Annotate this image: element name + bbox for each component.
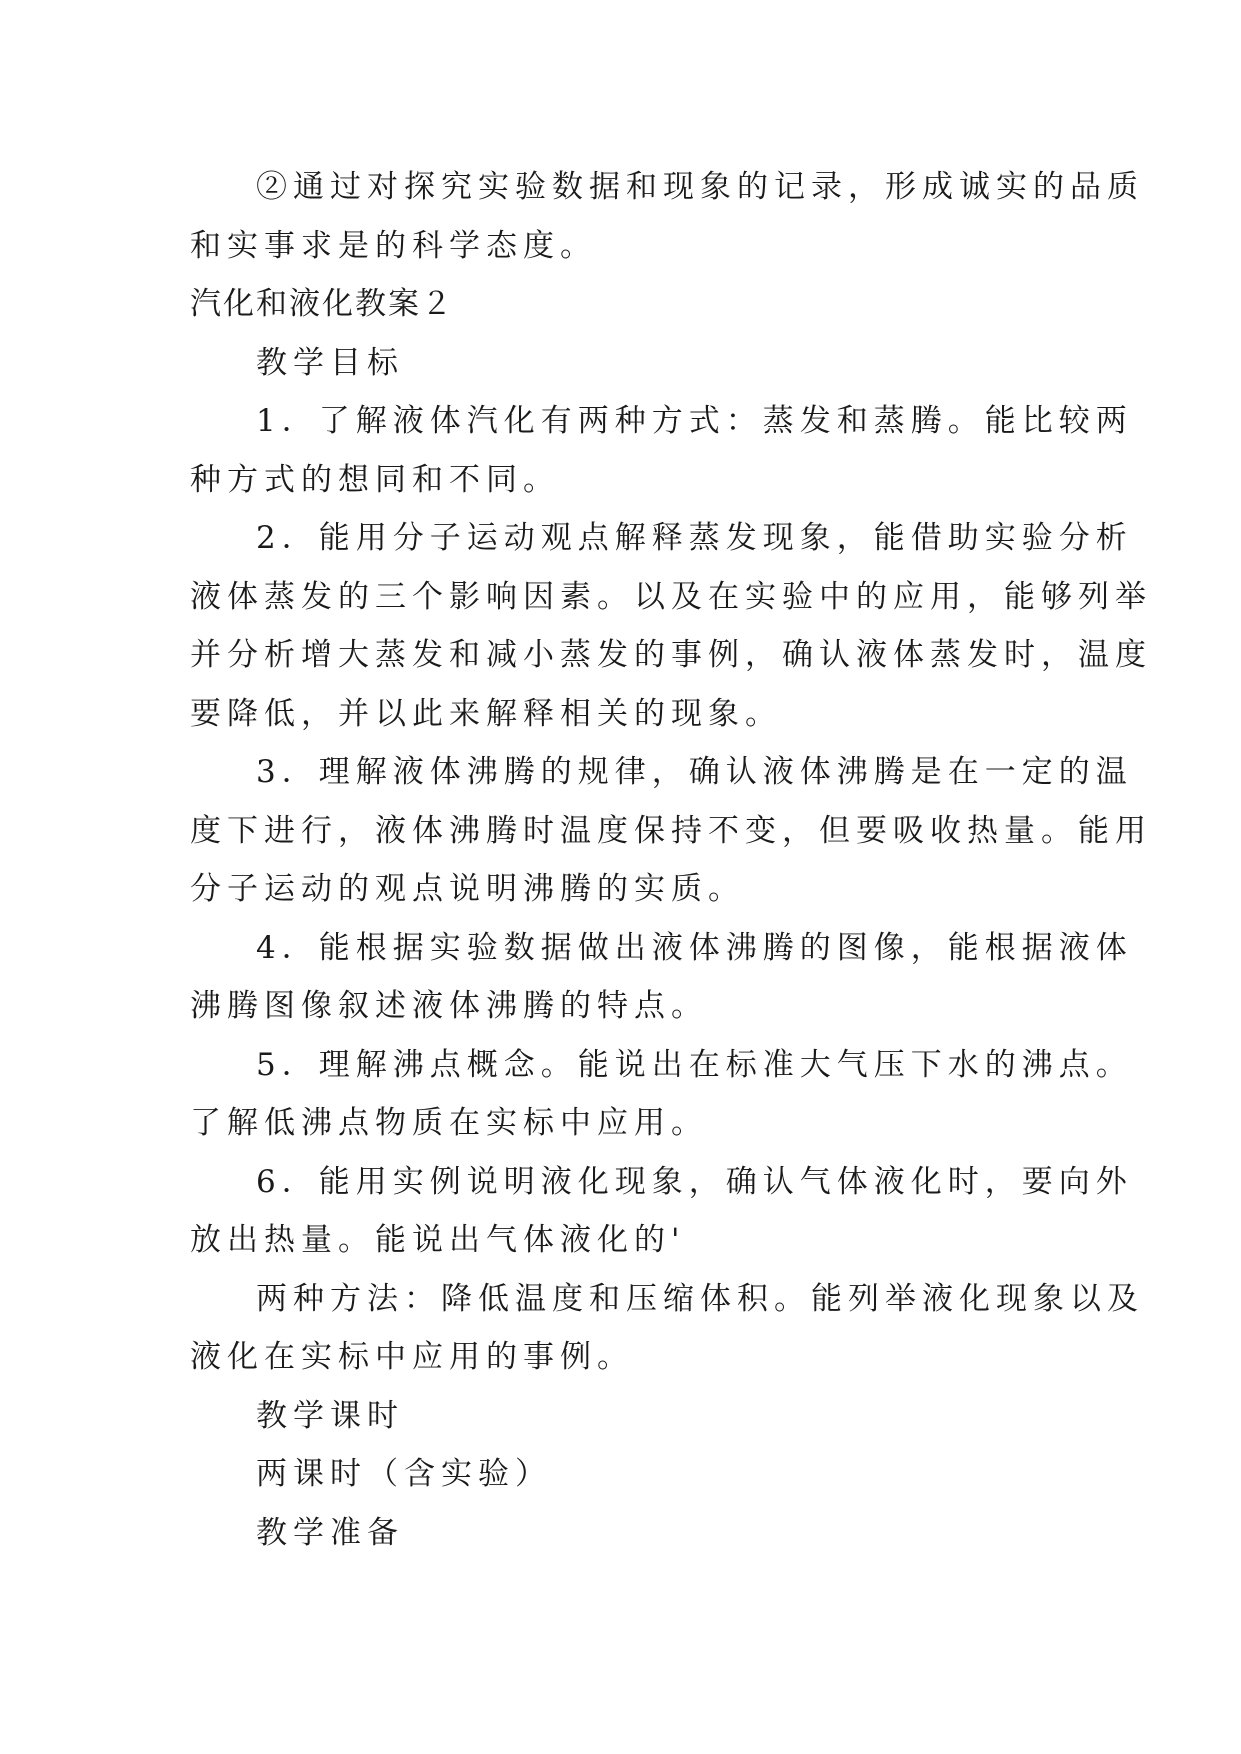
paragraph-line: 度下进行，液体沸腾时温度保持不变，但要吸收热量。能用 (190, 812, 1152, 849)
goal-item-4: 4．能根据实验数据做出液体沸腾的图像，能根据液体 (256, 929, 1133, 966)
section-title: 汽化和液化教案２ (190, 286, 454, 322)
paragraph-line: 两种方法：降低温度和压缩体积。能列举液化现象以及 (256, 1280, 1144, 1317)
paragraph-line: 并分析增大蒸发和减小蒸发的事例，确认液体蒸发时，温度 (190, 637, 1152, 673)
teaching-hours-value: 两课时（含实验） (256, 1456, 552, 1492)
paragraph-line: 种方式的想同和不同。 (190, 461, 560, 498)
paragraph-line: 分子运动的观点说明沸腾的实质。 (190, 871, 745, 907)
goal-item-3: 3．理解液体沸腾的规律，确认液体沸腾是在一定的温 (256, 754, 1133, 790)
heading-teaching-goals: 教学目标 (256, 344, 404, 381)
goal-item-2: 2．能用分子运动观点解释蒸发现象，能借助实验分析 (256, 520, 1133, 556)
paragraph-line: 要降低，并以此来解释相关的现象。 (190, 695, 782, 732)
goal-item-1: 1．了解液体汽化有两种方式：蒸发和蒸腾。能比较两 (256, 403, 1133, 439)
heading-teaching-preparation: 教学准备 (256, 1514, 404, 1551)
paragraph-line: ②通过对探究实验数据和现象的记录，形成诚实的品质 (256, 169, 1144, 205)
goal-item-6: 6．能用实例说明液化现象，确认气体液化时，要向外 (256, 1163, 1133, 1200)
paragraph-line: 液化在实标中应用的事例。 (190, 1339, 634, 1375)
heading-teaching-hours: 教学课时 (256, 1397, 404, 1434)
paragraph-line: 沸腾图像叙述液体沸腾的特点。 (190, 988, 708, 1024)
paragraph-line: 和实事求是的科学态度。 (190, 227, 597, 264)
paragraph-line: 液体蒸发的三个影响因素。以及在实验中的应用，能够列举 (190, 578, 1152, 615)
paragraph-line: 了解低沸点物质在实标中应用。 (190, 1105, 708, 1141)
goal-item-5: 5．理解沸点概念。能说出在标准大气压下水的沸点。 (256, 1046, 1133, 1083)
paragraph-line: 放出热量。能说出气体液化的' (190, 1222, 686, 1258)
document-body (190, 158, 1152, 1562)
